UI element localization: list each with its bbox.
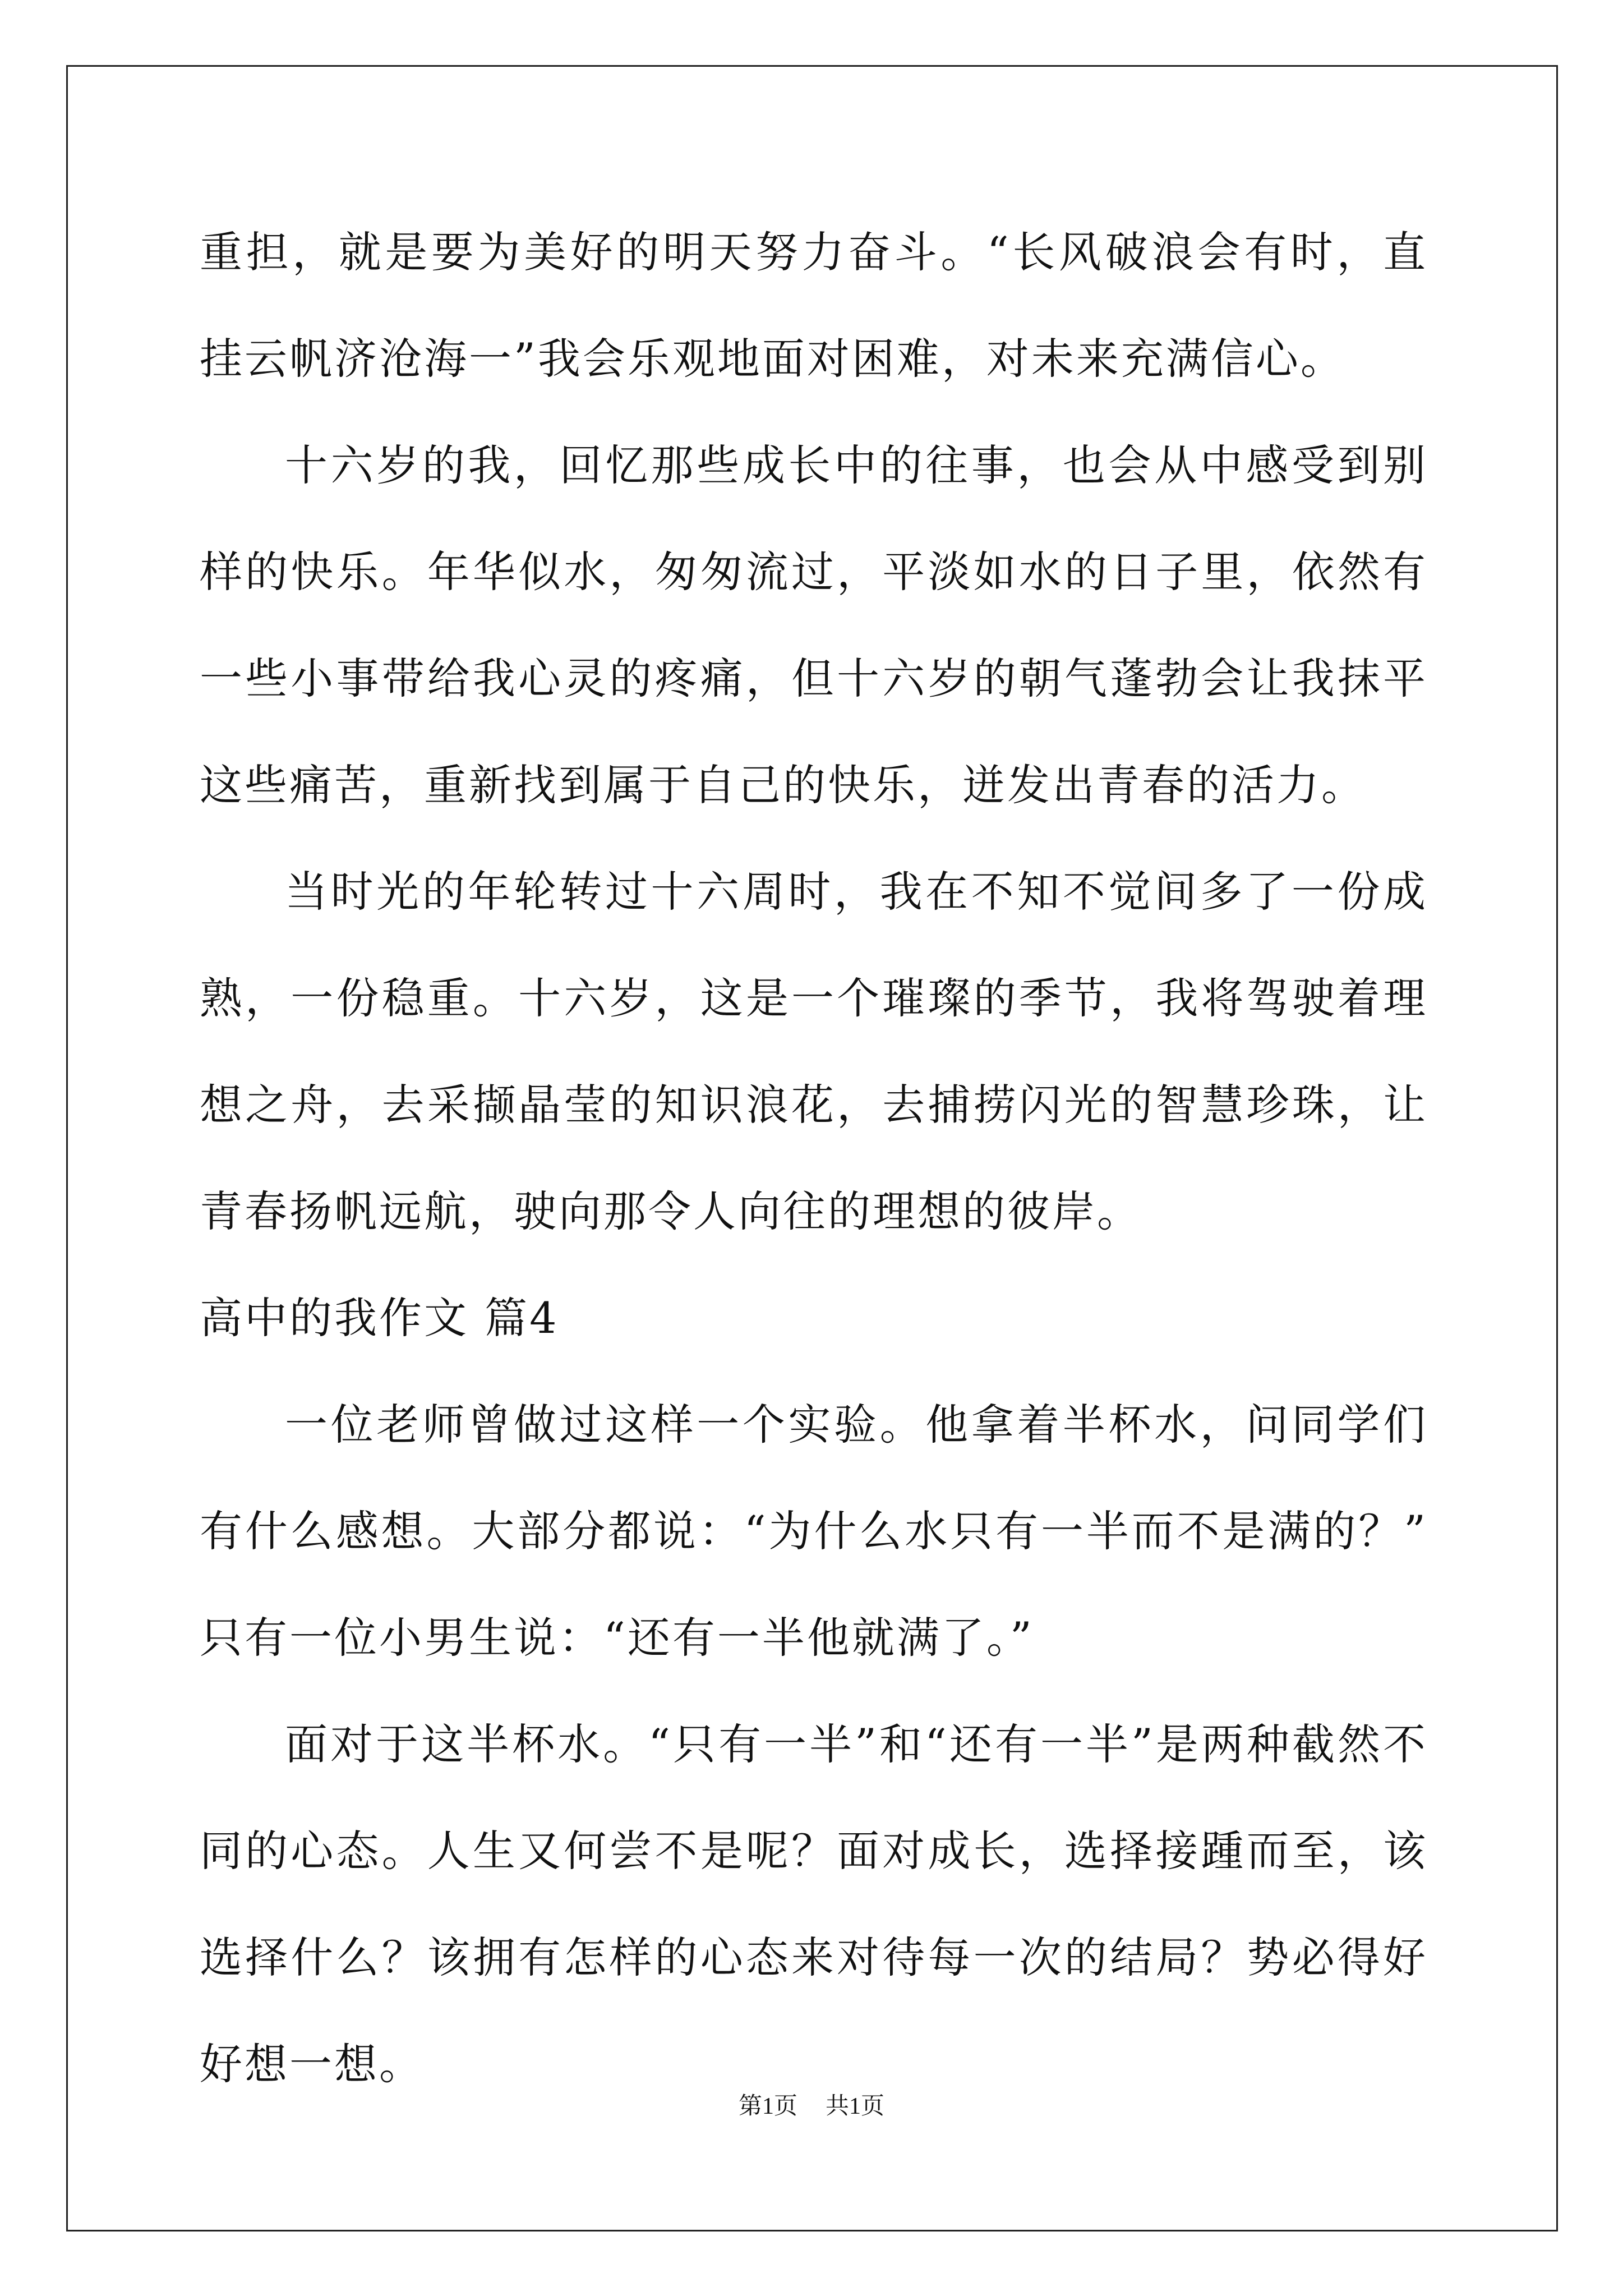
page-footer xyxy=(0,2090,1623,2123)
paragraph-continuation: 重担，就是要为美好的明天努力奋斗。“长风破浪会有时，直挂云帆济沧海一”我会乐观地面对困难，对未来充满信心。 xyxy=(200,227,1428,384)
document-body xyxy=(200,199,1428,2118)
page-number: 第1页 xyxy=(738,2093,797,2119)
paragraph: 当时光的年轮转过十六周时，我在不知不觉间多了一份成熟，一份稳重。十六岁，这是一个璀璨的季节，我将驾驶着理想之舟，去采撷晶莹的知识浪花，去捕捞闪光的智慧珍珠，让青春扬帆远航，驶向那令人向往的理想的彼岸。 xyxy=(200,867,1428,1236)
paragraph: 一位老师曾做过这样一个实验。他拿着半杯水，问同学们有什么感想。大部分都说：“为什么水只有一半而不是满的？”只有一位小男生说：“还有一半他就满了。” xyxy=(200,1400,1428,1663)
page-total: 共1页 xyxy=(826,2093,885,2119)
section-heading: 高中的我作文 篇4 xyxy=(200,1293,559,1343)
paragraph: 面对于这半杯水。“只有一半”和“还有一半”是两种截然不同的心态。人生又何尝不是呢？面对成长，选择接踵而至，该选择什么？该拥有怎样的心态来对待每一次的结局？势必得好好想一想。 xyxy=(200,1719,1428,2089)
paragraph: 十六岁的我，回忆那些成长中的往事，也会从中感受到别样的快乐。年华似水，匆匆流过，平淡如水的日子里，依然有一些小事带给我心灵的疼痛，但十六岁的朝气蓬勃会让我抹平这些痛苦，重新找到属于自己的快乐，迸发出青春的活力。 xyxy=(200,440,1428,810)
